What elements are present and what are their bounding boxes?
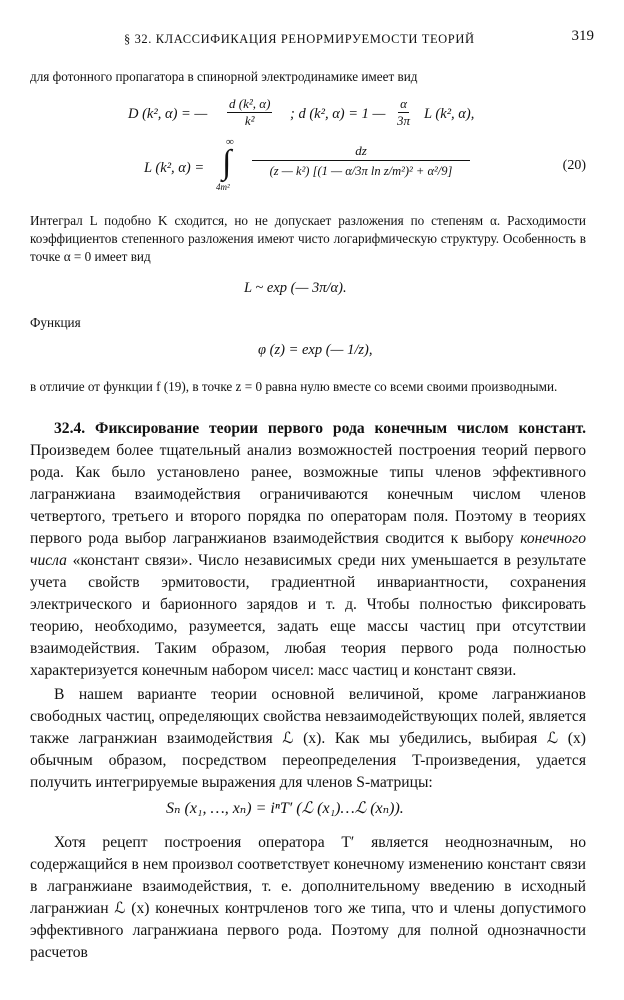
eq1-tail: L (k², α), xyxy=(424,106,475,122)
function-label: Функция xyxy=(30,315,81,330)
eq1-mid: ; d (k², α) = 1 — xyxy=(290,106,386,122)
section-emphasis: конечного числа xyxy=(30,530,586,569)
paragraph-unlike: в отличие от функции f (19), в точке z = 0 равна нулю вместе со всеми своими производными. xyxy=(30,379,558,394)
eq2-int-lower: 4m² xyxy=(216,182,230,192)
eq2-numerator: dz xyxy=(252,142,470,161)
eq1-frac2-den: 3π xyxy=(397,113,411,128)
section-32-4-paragraph xyxy=(30,418,586,682)
section-text-b: «констант связи». Число независимых среди них уменьшается в результате учета свойств эрмитовости, градиентной инвариантности, сохранения электрического и барионного зарядов и т. д. Чтобы полностью фиксировать теорию, необходимо, разумеется, задать еще массы частиц при отсутствии взаимодействия. Таким образом, любая теория первого рода полностью характеризуется конечным набором чисел: масс частиц и констант связи. xyxy=(30,552,586,679)
eq2-denominator: (z — k²) [(1 — α/3π ln z/m²)² + α²/9] xyxy=(269,164,453,178)
eq2-lhs: L (k², α) = xyxy=(144,160,205,176)
eq5-text: Sₙ (x₁, …, xₙ) = iⁿT′ (ℒ (x₁)…ℒ (xₙ)). xyxy=(166,800,404,817)
eq3-text: L ~ exp (— 3π/α). xyxy=(244,280,347,296)
equation-s-matrix xyxy=(0,796,624,824)
eq2-int-upper: ∞ xyxy=(226,136,234,148)
equation-phi xyxy=(0,338,624,368)
section-text-a: Произведем более тщательный анализ возможностей построения теорий первого рода. Как было установлено ранее, возможные типы членов эффективного лагранжиана взаимодействия ограничиваются конечным числом членов четвертого, третьего и второго порядка по операторам поля. Поэтому в теориях первого рода выбор лагранжианов взаимодействия сводится к выбору xyxy=(30,442,586,547)
running-title: § 32. КЛАССИФИКАЦИЯ РЕНОРМИРУЕМОСТИ ТЕОРИЙ xyxy=(124,32,475,46)
eq1-frac1-den: k² xyxy=(244,113,255,128)
eq4-text: φ (z) = exp (— 1/z), xyxy=(258,342,373,358)
paragraph-integral: Интеграл L подобно K сходится, но не допускает разложения по степеням α. Расходимости коэффициентов степенного разложения имеют чисто логарифмическую структуру. Особенность в точке α = 0 имеет вид xyxy=(30,213,586,264)
equation-l-asymptotic xyxy=(0,276,624,306)
page-number: 319 xyxy=(571,28,594,44)
paragraph-recipe: Хотя рецепт построения оператора T′ является неоднозначным, но содержащийся в нем произвол соответствует конечному изменению констант связи в лагранжиане взаимодействия, т. е. дополнительному введению в исходный лагранжиан ℒ (x) конечных контрчленов того же типа, что и члены допустимого эффективного лагранжиана первого рода. Поэтому для полной однозначности расчетов xyxy=(30,834,586,961)
eq1-frac2-num: α xyxy=(400,96,407,111)
eq1-lhs: D (k², α) = — xyxy=(128,106,208,122)
equation-20 xyxy=(0,136,624,198)
section-heading: 32.4. Фиксирование теории первого рода конечным числом констант. xyxy=(54,420,586,437)
paragraph-lagrangian: В нашем варианте теории основной величиной, кроме лагранжианов свободных частиц, определяющих свойства невзаимодействующих полей, является также лагранжиан взаимодействия ℒ (x). Как мы убедились, выбирая ℒ (x) обычным образом, посредством переопределения T-произведения, удается получить интегрируемые выражения для членов S-матрицы: xyxy=(30,686,586,791)
eq1-frac1 xyxy=(224,96,275,129)
intro-line: для фотонного пропагатора в спинорной электродинамике имеет вид xyxy=(30,69,418,84)
equation-number: (20) xyxy=(562,158,586,173)
eq1-frac1-num: d (k², α) xyxy=(229,96,271,111)
eq1-frac2 xyxy=(392,96,415,129)
page-header xyxy=(40,28,600,48)
integral-sign: ∫ xyxy=(222,144,232,181)
equation-d xyxy=(0,96,624,136)
